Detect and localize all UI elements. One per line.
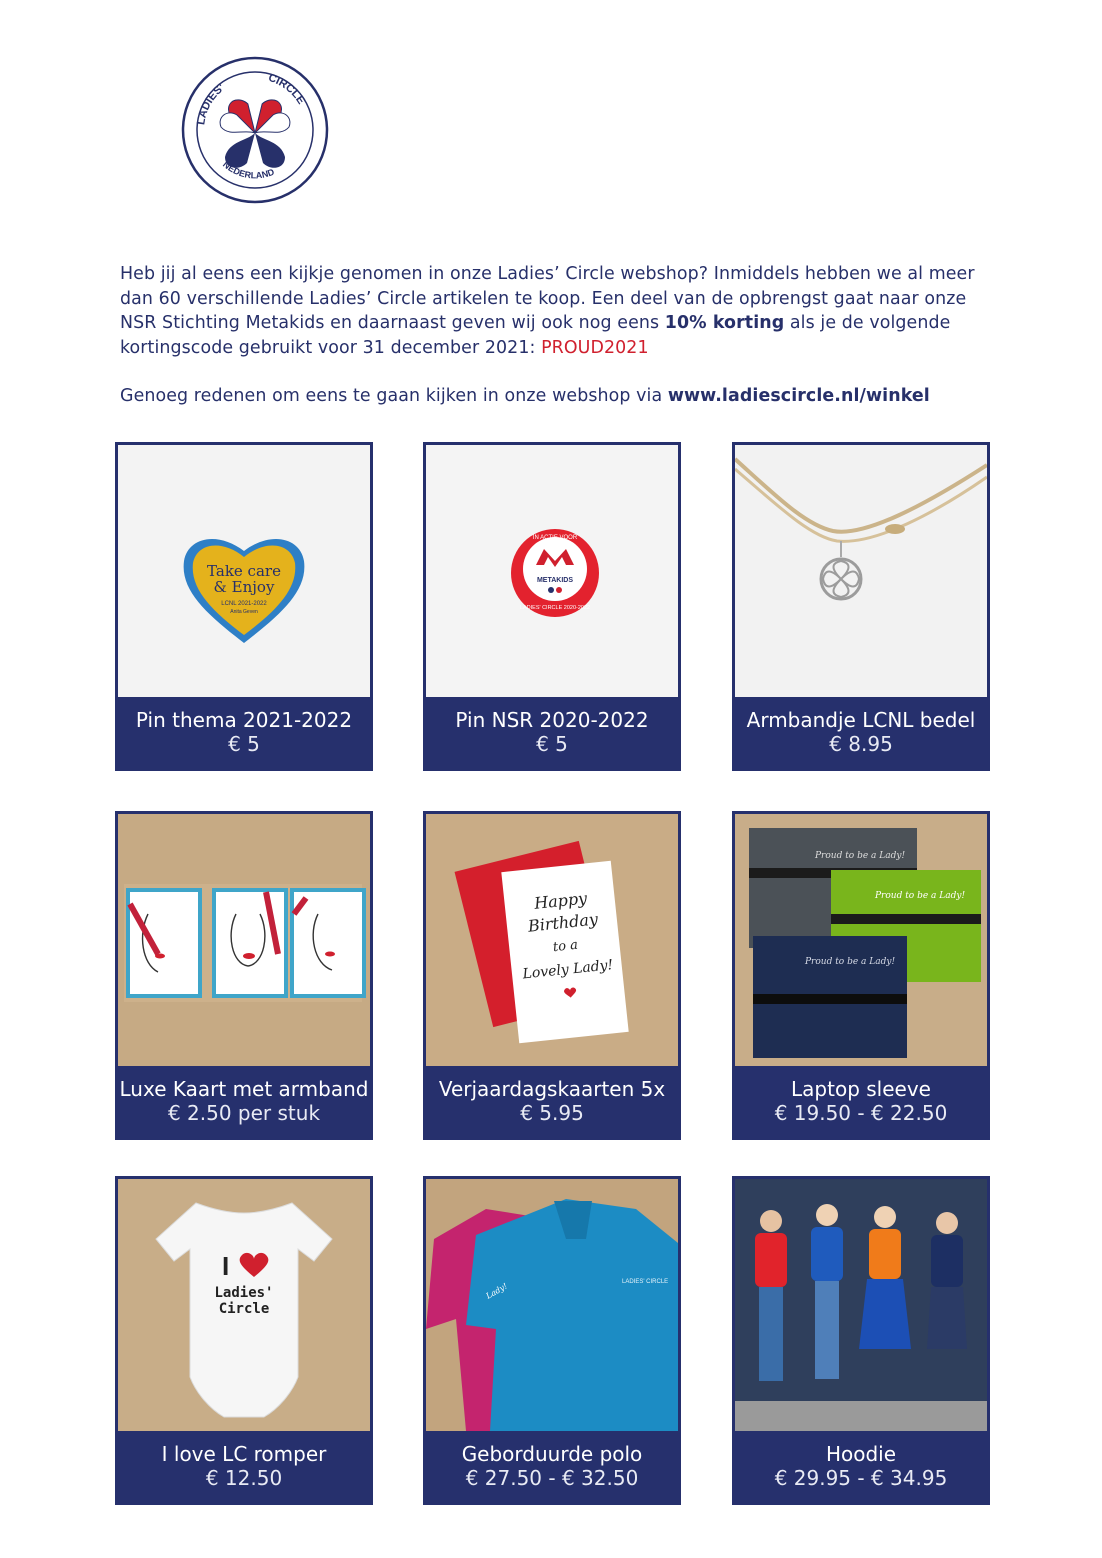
product-name: I love LC romper [161, 1442, 327, 1466]
logo-text-bottom: NEDERLAND [221, 159, 276, 181]
product-card[interactable] [732, 811, 990, 1140]
card-text-1: Happy [533, 888, 588, 913]
pin-text-3: LCNL 2021-2022 [221, 601, 267, 607]
romper-photo [118, 1179, 370, 1431]
product-card[interactable] [732, 1176, 990, 1505]
card-text-2: Birthday [527, 909, 599, 936]
sleeve-text-grey: Proud to be a Lady! [815, 851, 906, 861]
product-name: Geborduurde polo [461, 1442, 643, 1466]
product-price: € 5.95 [520, 1101, 584, 1125]
product-caption [118, 1431, 370, 1490]
product-name: Verjaardagskaarten 5x [438, 1077, 666, 1101]
product-caption [118, 697, 370, 756]
product-card[interactable] [115, 442, 373, 771]
product-card[interactable] [115, 811, 373, 1140]
round-pin-photo [426, 445, 678, 697]
heart-pin-photo [118, 445, 370, 697]
webshop-text: Genoeg redenen om eens te gaan kijken in onze webshop via [120, 386, 668, 406]
product-card[interactable] [115, 1176, 373, 1505]
product-caption [426, 1066, 678, 1125]
romper-text-1: I [222, 1251, 230, 1281]
product-caption [735, 697, 987, 756]
pin-text-1: Take care [207, 562, 281, 580]
product-card[interactable] [423, 811, 681, 1140]
birthday-card-photo [426, 814, 678, 1066]
webshop-link[interactable]: www.ladiescircle.nl/winkel [667, 386, 930, 406]
product-price: € 8.95 [829, 732, 893, 756]
product-name: Laptop sleeve [791, 1077, 931, 1101]
intro-text-b: als je de volgende kortingscode gebruikt voor 31 december 2021: [120, 313, 951, 358]
product-card[interactable] [732, 442, 990, 771]
pin-text-4: Anita Geven [230, 609, 258, 615]
product-name: Pin NSR 2020-2022 [455, 708, 649, 732]
product-name: Hoodie [825, 1442, 897, 1466]
product-price: € 5 [228, 732, 260, 756]
card-text-3: to a [552, 937, 579, 956]
pin-text-3: LADIES' CIRCLE 2020-2022 [519, 605, 591, 611]
product-caption [426, 1431, 678, 1490]
logo-text-left: LADIES' [195, 81, 227, 126]
pin-text-2: METAKIDS [536, 577, 574, 584]
product-name: Pin thema 2021-2022 [135, 708, 353, 732]
laptop-sleeve-photo [735, 814, 987, 1066]
logo-text-right: CIRCLE [266, 71, 308, 107]
product-price: € 27.50 - € 32.50 [465, 1466, 639, 1490]
product-caption [426, 697, 678, 756]
discount-code: PROUD2021 [541, 337, 649, 358]
product-card[interactable] [423, 442, 681, 771]
webshop-paragraph [120, 384, 1000, 409]
cards-photo [118, 814, 370, 1066]
product-price: € 5 [536, 732, 568, 756]
romper-text-3: Circle [218, 1301, 270, 1317]
product-caption [735, 1431, 987, 1490]
bracelet-photo [735, 445, 987, 697]
product-price: € 2.50 per stuk [167, 1101, 321, 1125]
ladies-circle-logo [180, 55, 330, 205]
pin-text-2: & Enjoy [213, 578, 275, 596]
intro-text [120, 262, 1000, 409]
product-price: € 19.50 - € 22.50 [774, 1101, 948, 1125]
product-price: € 29.95 - € 34.95 [774, 1466, 948, 1490]
svg-text:Lady!: Lady! [484, 1281, 509, 1301]
product-caption [118, 1066, 370, 1125]
product-name: Luxe Kaart met armband [119, 1077, 369, 1101]
sleeve-text-green: Proud to be a Lady! [875, 891, 966, 901]
hoodie-photo [735, 1179, 987, 1431]
romper-text-2: Ladies' [214, 1285, 274, 1301]
product-price: € 12.50 [205, 1466, 283, 1490]
product-caption [735, 1066, 987, 1125]
intro-paragraph [120, 262, 1000, 360]
polo-text: LADIES' CIRCLE [622, 1279, 669, 1285]
intro-text-a: Heb jij al eens een kijkje genomen in onze Ladies’ Circle webshop? Inmiddels hebben we al meer dan 60 verschillende Ladies’ Circle artikelen te koop. Een deel van de opbrengst gaat naar onze NSR Stichting Metakids en daarnaast geven wij ook nog eens [120, 264, 975, 333]
product-card[interactable] [423, 1176, 681, 1505]
discount-highlight: 10% korting [664, 313, 785, 333]
pin-text-1: IN ACTIE VOOR [532, 535, 578, 541]
card-text-4: Lovely Lady! [521, 957, 614, 983]
polo-photo [426, 1179, 678, 1431]
sleeve-text-navy: Proud to be a Lady! [805, 957, 896, 967]
product-name: Armbandje LCNL bedel [746, 708, 976, 732]
